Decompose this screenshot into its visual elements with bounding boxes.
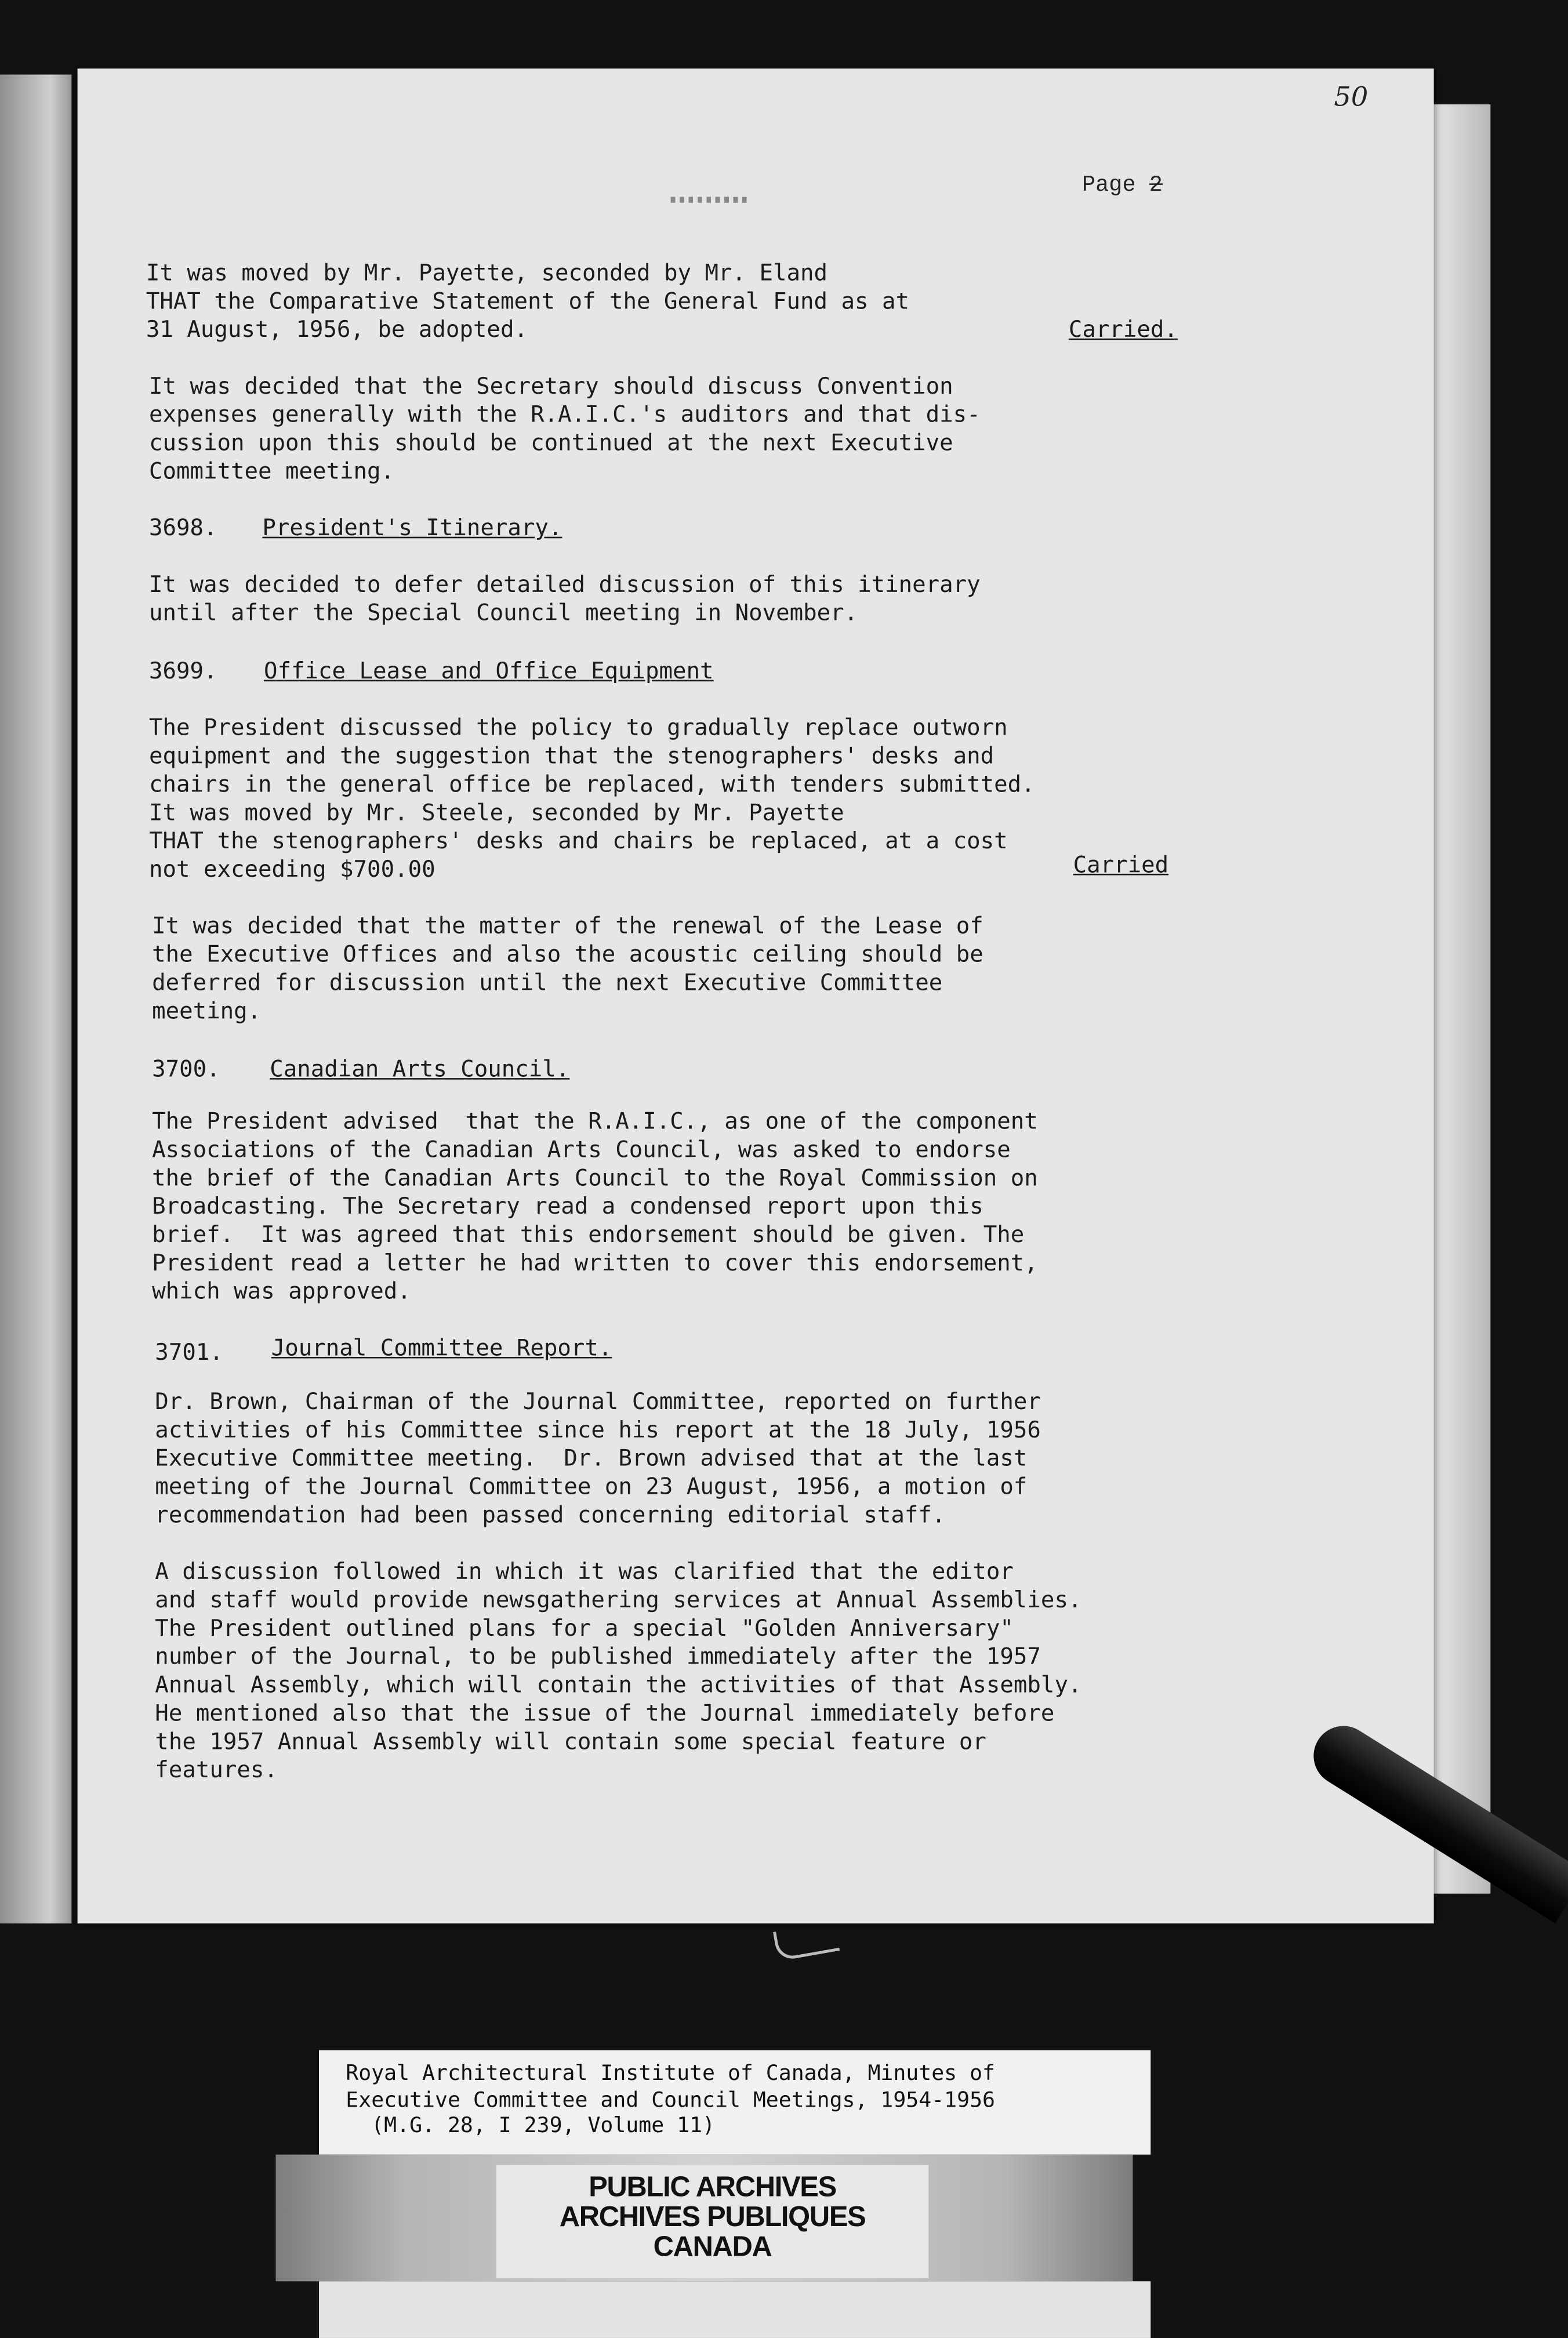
folio-number: 50	[1334, 82, 1369, 114]
lease-renewal-paragraph: It was decided that the matter of the renewal of the Lease of the Executive Offices and also the acoustic ceiling should be deferred for discussion until the next Executive Committee meeting.	[152, 912, 983, 1025]
arts-council-paragraph: The President advised that the R.A.I.C., as one of the component Associations of the Canadian Arts Council, was asked to endorse the brief of the Canadian Arts Council to the Royal Commission on Broadcasting. The Secretary read a condensed report upon this brief. It was agreed that this endorsement should be given. The President read a letter he had written to cover this endorsement, which was approved.	[152, 1108, 1038, 1305]
stamp-line-1: PUBLIC ARCHIVES	[589, 2172, 836, 2204]
archive-stamp	[496, 2174, 928, 2263]
heading-canadian-arts-council: Canadian Arts Council.	[270, 1055, 570, 1083]
convention-expenses-paragraph: It was decided that the Secretary should discuss Convention expenses generally with the R.A.I.C.'s auditors and that dis- cussion upon this should be continued at the next Executive Committee meeting.	[149, 372, 981, 485]
itinerary-paragraph: It was decided to defer detailed discussion of this itinerary until after the Special Council meeting in November.	[149, 571, 981, 626]
stamp-line-2: ARCHIVES PUBLIQUES	[559, 2202, 866, 2234]
archive-caption-text: Royal Architectural Institute of Canada, Minutes of Executive Committee and Council Meetings, 1954-1956 (M.G. 28, I 239, Volume 11)	[346, 2062, 995, 2139]
heading-presidents-itinerary: President's Itinerary.	[262, 514, 562, 542]
item-number-3698: 3698.	[149, 514, 217, 542]
hook-mark	[773, 1921, 840, 1961]
item-number-3700: 3700.	[152, 1055, 220, 1083]
page-number-value: 2	[1149, 173, 1163, 198]
stamp-line-3: CANADA	[653, 2232, 772, 2264]
heading-office-lease: Office Lease and Office Equipment	[263, 657, 714, 685]
carried-label: Carried.	[1068, 316, 1178, 343]
motion-general-fund: It was moved by Mr. Payette, seconded by Mr. Eland THAT the Comparative Statement of the General Fund as at 31 August, 1956, be adopted.	[146, 259, 910, 343]
page-number	[1082, 173, 1163, 198]
journal-committee-paragraph: Dr. Brown, Chairman of the Journal Committee, reported on further activities of his Committee since his report at the 18 July, 1956 Executive Committee meeting. Dr. Brown advised that at the last meeting of the Journal Committee on 23 August, 1956, a motion of recommendation had been passed concerning editorial staff.	[155, 1388, 1041, 1529]
smudge-mark	[671, 197, 752, 202]
carried-label: Carried	[1073, 851, 1169, 878]
discussion-paragraph: A discussion followed in which it was clarified that the editor and staff would provide newsgathering services at Annual Assemblies. The President outlined plans for a special "Golden Anniversary" number of the Journal, to be published immediately after the 1957 Annual Assembly, which will contain the activities of that Assembly. He mentioned also that the issue of the Journal immediately before the 1957 Annual Assembly will contain some special feature or features.	[155, 1558, 1082, 1784]
page-label: Page	[1082, 173, 1136, 198]
bottom-strip	[319, 2281, 1150, 2338]
heading-journal-committee: Journal Committee Report.	[271, 1334, 612, 1362]
item-number-3701: 3701.	[155, 1339, 223, 1366]
office-equipment-paragraph: The President discussed the policy to gradually replace outworn equipment and the suggestion that the stenographers' desks and chairs in the general office be replaced, with tenders submitted. It was moved by Mr. Steele, seconded by Mr. Payette THAT the stenographers' desks and chairs be replaced, at a cost not exceeding $700.00	[149, 714, 1035, 883]
facing-page-edge	[0, 75, 71, 1924]
item-number-3699: 3699.	[149, 657, 217, 685]
